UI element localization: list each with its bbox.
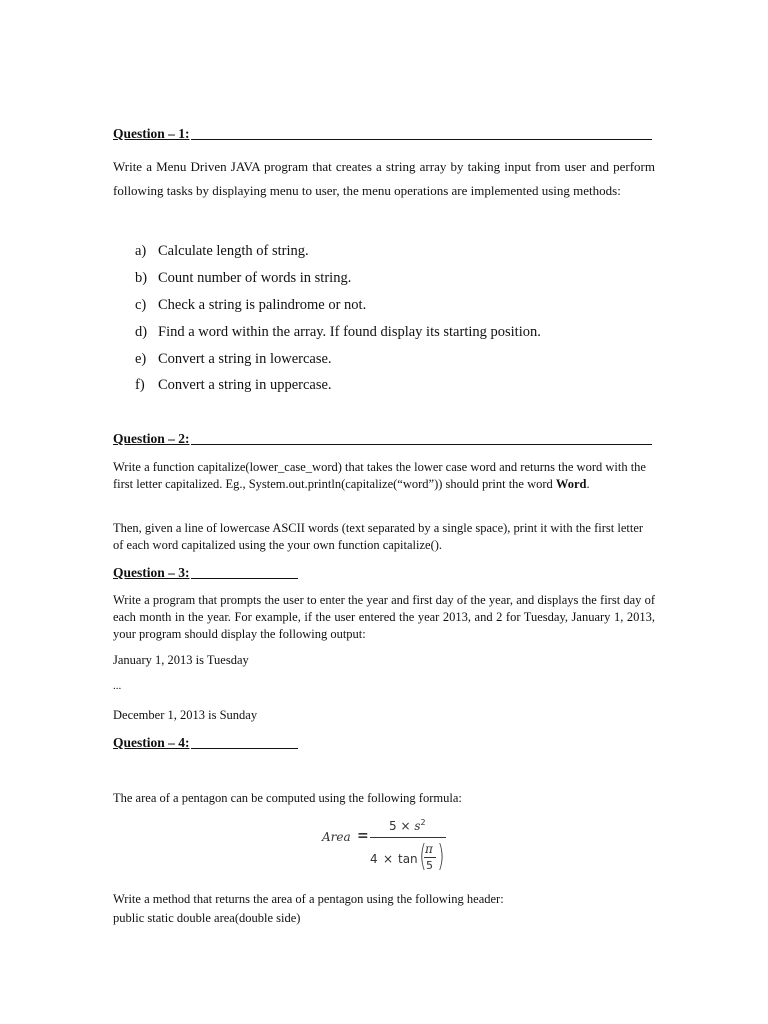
- question-3-heading: Question – 3:: [113, 565, 190, 580]
- fraction-bar: [370, 837, 446, 838]
- question-2-underline: [191, 444, 652, 445]
- question-4-paragraph-2: Write a method that returns the area of a pentagon using the following header:: [113, 892, 504, 906]
- output-line-january: January 1, 2013 is Tuesday: [113, 653, 249, 667]
- question-4-underline: [191, 748, 298, 749]
- method-header: public static double area(double side): [113, 911, 301, 925]
- right-paren: ): [437, 839, 445, 874]
- list-text: Convert a string in lowercase.: [158, 351, 332, 367]
- list-item-e: [135, 351, 332, 368]
- question-3-intro: Write a program that prompts the user to enter the year and first day of the year, and displays the first day of each month in the year. For example, if the user entered the year 2013, and 2 for Tuesday, January 1, 2013, your program should display the following output:: [113, 593, 655, 641]
- list-item-c: [135, 297, 366, 314]
- denominator-coefficient: 4: [370, 852, 378, 866]
- formula-lhs: Area: [322, 830, 351, 844]
- list-text: Calculate length of string.: [158, 243, 309, 259]
- list-label: e): [135, 351, 147, 367]
- question-2-heading: Question – 2:: [113, 431, 190, 446]
- list-item-a: [135, 243, 309, 260]
- denominator-times: ×: [383, 852, 394, 866]
- question-1-intro: Write a Menu Driven JAVA program that creates a string array by taking input from user and perform following tasks by displaying menu to user, the menu operations are implemented using methods:: [113, 159, 655, 198]
- list-text: Convert a string in uppercase.: [158, 377, 332, 393]
- denominator-pi: π: [425, 842, 433, 856]
- list-item-d: [135, 324, 541, 341]
- question-4-heading: Question – 4:: [113, 735, 190, 750]
- numerator-variable: s: [414, 819, 421, 833]
- output-line-december: December 1, 2013 is Sunday: [113, 708, 258, 722]
- list-label: d): [135, 324, 148, 340]
- question-1-heading: Question – 1:: [113, 126, 190, 141]
- list-item-f: [135, 377, 332, 394]
- list-text: Find a word within the array. If found display its starting position.: [158, 324, 541, 340]
- question-1-underline: [191, 139, 652, 140]
- list-text: Count number of words in string.: [158, 270, 352, 286]
- list-label: f): [135, 377, 145, 393]
- question-2-paragraph-1: [113, 459, 648, 493]
- question-2-period: .: [586, 477, 590, 491]
- list-label: b): [135, 270, 148, 286]
- question-2-text: Write a function capitalize(lower_case_word) that takes the lower case word and returns the word with the first letter capitalized. Eg., System.out.println(capitalize(“word”)) should print the word: [113, 460, 646, 491]
- list-item-b: [135, 270, 351, 287]
- numerator-coefficient: 5: [389, 819, 397, 833]
- denominator-five: 5: [426, 859, 433, 872]
- formula-equals: =: [357, 828, 369, 844]
- list-text: Check a string is palindrome or not.: [158, 297, 367, 313]
- denominator-function: tan: [398, 852, 418, 866]
- question-2-bold-word: Word: [555, 477, 587, 491]
- list-label: c): [135, 297, 147, 313]
- list-label: a): [135, 243, 147, 259]
- pentagon-area-formula: [322, 815, 452, 877]
- output-ellipsis: ...: [113, 680, 122, 692]
- inner-fraction-bar: [424, 857, 436, 858]
- left-paren: (: [419, 839, 427, 874]
- numerator-times: ×: [400, 819, 411, 833]
- numerator-exponent: 2: [420, 818, 426, 827]
- question-3-underline: [191, 578, 298, 579]
- formula-numerator: [389, 818, 426, 833]
- question-4-intro: The area of a pentagon can be computed using the following formula:: [113, 791, 462, 805]
- question-2-paragraph-2: Then, given a line of lowercase ASCII words (text separated by a single space), print it with the first letter of each word capitalized using the your own function capitalize().: [113, 521, 644, 552]
